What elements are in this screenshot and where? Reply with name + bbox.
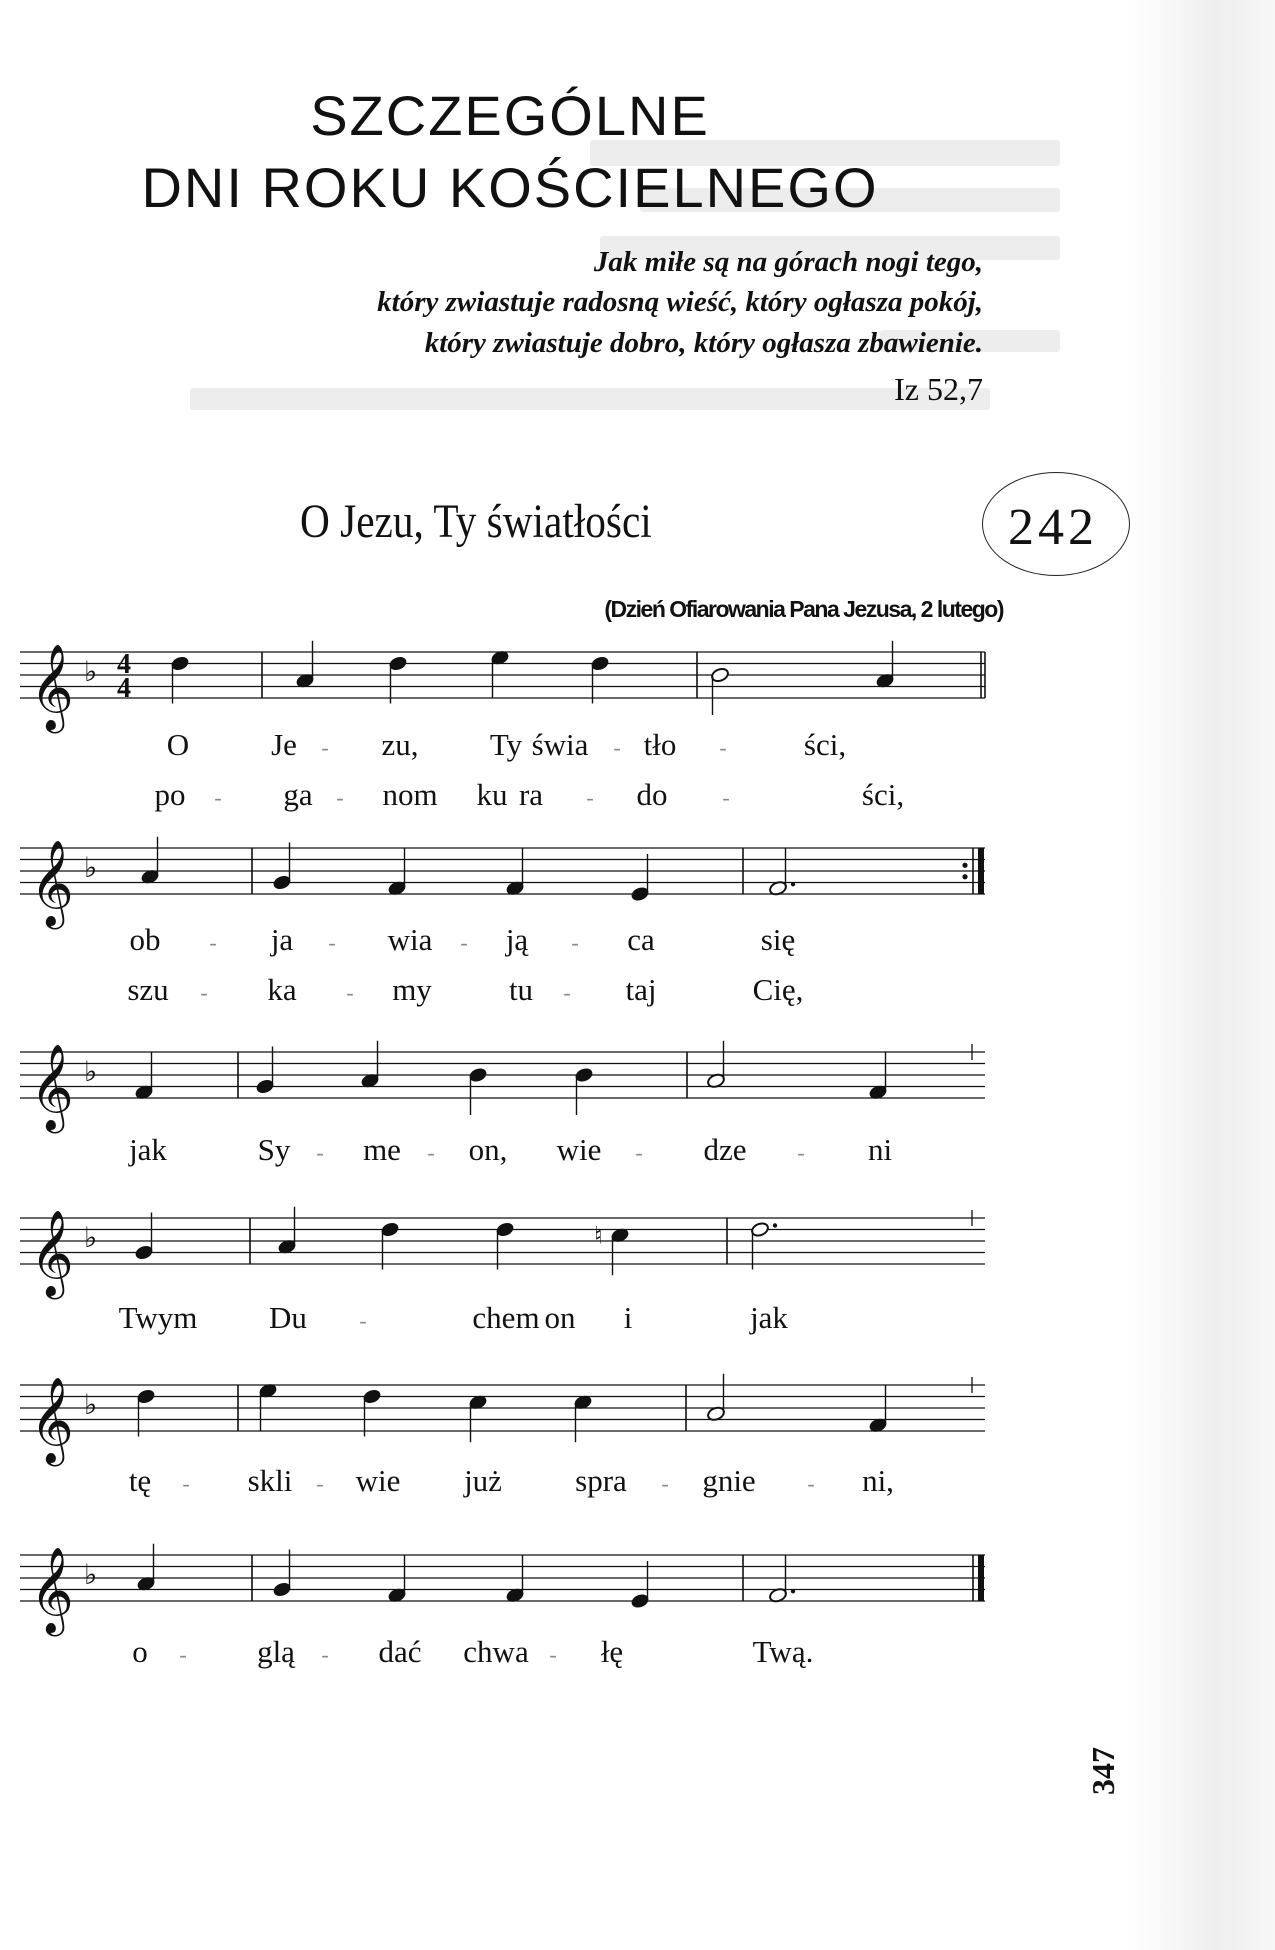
- lyric-hyphen: -: [200, 980, 208, 1005]
- treble-clef: 𝄞: [30, 1210, 74, 1296]
- lyric-syllable: ni,: [862, 1463, 894, 1498]
- epigraph-line: który zwiastuje radosną wieść, który ogłasza pokój,: [377, 286, 983, 318]
- lyric-hyphen: -: [214, 785, 222, 810]
- lyric-hyphen: -: [316, 1471, 324, 1496]
- lyric-syllable: Sy: [257, 1132, 291, 1167]
- lyric-syllable: skli: [247, 1463, 293, 1498]
- lyric-syllable: ją: [505, 922, 529, 957]
- lyric-syllable: tu: [508, 972, 534, 1007]
- lyric-hyphen: -: [427, 1140, 435, 1165]
- lyric-syllable: tę: [128, 1463, 152, 1498]
- song-title: O Jezu, Ty światłości: [300, 495, 652, 548]
- lyric-hyphen: -: [586, 785, 594, 810]
- quarter-note-head: [630, 1593, 649, 1610]
- lyric-syllable: ści,: [803, 727, 847, 762]
- lyric-hyphen: -: [209, 930, 217, 955]
- lyric-syllable: spra: [575, 1463, 627, 1498]
- augmentation-dot: [791, 1589, 795, 1593]
- lyric-syllable: jak: [129, 1132, 167, 1167]
- quarter-note-head: [362, 1388, 381, 1405]
- lyric-syllable: Cię,: [752, 972, 804, 1007]
- lyric-syllable: po: [154, 777, 186, 812]
- lyric-syllable: chwa: [463, 1634, 529, 1669]
- lyric-syllable: do: [636, 777, 668, 812]
- epigraph-line: Jak miłe są na górach nogi tego,: [593, 246, 983, 278]
- lyric-syllable: tło: [643, 727, 677, 762]
- lyric-syllable: i: [623, 1300, 633, 1335]
- epigraph-line: który zwiastuje dobro, który ogłasza zbawienie.: [424, 327, 983, 359]
- treble-clef: 𝄞: [30, 1377, 74, 1463]
- lyric-hyphen: -: [179, 1642, 187, 1667]
- lyric-syllable: świa: [531, 727, 589, 762]
- quarter-note-head: [495, 1221, 514, 1238]
- lyric-syllable: chem: [472, 1300, 540, 1335]
- lyric-hyphen: -: [571, 930, 579, 955]
- lyric-hyphen: -: [321, 735, 329, 760]
- song-occasion: (Dzień Ofiarowania Pana Jezusa, 2 lutego): [604, 596, 1003, 622]
- lyric-syllable: dze: [703, 1132, 747, 1167]
- flat-key-signature: ♭: [84, 655, 98, 688]
- quarter-note-head: [388, 655, 407, 672]
- treble-clef: 𝄞: [30, 1044, 74, 1130]
- lyric-hyphen: -: [359, 1308, 367, 1333]
- lyric-syllable: my: [392, 972, 432, 1007]
- treble-clef: 𝄞: [30, 1547, 74, 1633]
- lyric-hyphen: -: [549, 1642, 557, 1667]
- lyric-syllable: Twą.: [752, 1634, 814, 1669]
- quarter-note-head: [134, 1244, 153, 1261]
- quarter-note-head: [468, 1067, 487, 1084]
- lyric-hyphen: -: [346, 980, 354, 1005]
- lyric-syllable: on,: [468, 1132, 508, 1167]
- section-title-line1: SZCZEGÓLNE: [310, 84, 710, 147]
- lyric-syllable: Je: [271, 727, 297, 762]
- lyric-syllable: ni: [867, 1132, 893, 1167]
- lyric-hyphen: -: [563, 980, 571, 1005]
- repeat-thick-bar: [978, 848, 984, 894]
- augmentation-dot: [773, 1223, 777, 1227]
- lyric-syllable: już: [464, 1463, 502, 1498]
- lyric-syllable: łę: [600, 1634, 624, 1669]
- epigraph-reference: Iz 52,7: [894, 371, 983, 407]
- flat-key-signature: ♭: [84, 851, 98, 884]
- lyric-hyphen: -: [635, 1140, 643, 1165]
- lyric-syllable: wia: [387, 922, 433, 957]
- final-thick-bar: [978, 1555, 984, 1601]
- quarter-note-head: [272, 874, 291, 891]
- half-note-head: [750, 1221, 769, 1238]
- quarter-note-head: [574, 1067, 593, 1084]
- flat-key-signature: ♭: [84, 1558, 98, 1591]
- lyric-hyphen: -: [316, 1140, 324, 1165]
- lyric-hyphen: -: [328, 930, 336, 955]
- time-signature-denominator: 4: [117, 673, 131, 704]
- section-title-line2: DNI ROKU KOŚCIELNEGO: [141, 156, 879, 219]
- flat-key-signature: ♭: [84, 1221, 98, 1254]
- lyric-hyphen: -: [797, 1140, 805, 1165]
- lyric-syllable: Du: [269, 1300, 307, 1335]
- lyric-syllable: gnie: [702, 1463, 756, 1498]
- lyric-syllable: ra: [518, 777, 544, 812]
- treble-clef: 𝄞: [30, 644, 74, 730]
- lyric-syllable: dać: [378, 1634, 422, 1669]
- song-number: 242: [1008, 499, 1098, 556]
- lyric-syllable: O: [166, 727, 190, 762]
- lyric-syllable: szu: [127, 972, 169, 1007]
- lyric-syllable: on: [544, 1300, 576, 1335]
- lyric-syllable: ca: [627, 922, 655, 957]
- lyric-syllable: Twym: [118, 1300, 198, 1335]
- quarter-note-head: [590, 655, 609, 672]
- lyric-syllable: ga: [283, 777, 313, 812]
- lyric-hyphen: -: [321, 1642, 329, 1667]
- flat-key-signature: ♭: [84, 1388, 98, 1421]
- lyric-syllable: ja: [270, 922, 294, 957]
- augmentation-dot: [791, 882, 795, 886]
- lyric-hyphen: -: [336, 785, 344, 810]
- quarter-note-head: [630, 886, 649, 903]
- quarter-note-head: [136, 1388, 155, 1405]
- lyric-syllable: się: [760, 922, 796, 957]
- lyric-hyphen: -: [460, 930, 468, 955]
- flat-key-signature: ♭: [84, 1055, 98, 1088]
- lyric-syllable: wie: [355, 1463, 401, 1498]
- lyric-syllable: jak: [750, 1300, 788, 1335]
- lyric-syllable: o: [132, 1634, 148, 1669]
- lyric-hyphen: -: [722, 785, 730, 810]
- repeat-dot: [962, 863, 967, 868]
- lyric-syllable: ob: [129, 922, 161, 957]
- lyric-syllable: wie: [556, 1132, 602, 1167]
- lyric-syllable: taj: [625, 972, 657, 1007]
- lyric-hyphen: -: [719, 735, 727, 760]
- half-note-head: [710, 667, 729, 684]
- lyric-syllable: me: [363, 1132, 401, 1167]
- quarter-note-head: [272, 1581, 291, 1598]
- lyric-syllable: ku: [476, 777, 508, 812]
- lyric-hyphen: -: [182, 1471, 190, 1496]
- lyric-hyphen: -: [613, 735, 621, 760]
- quarter-note-head: [380, 1221, 399, 1238]
- time-signature-numerator: 4: [117, 649, 131, 680]
- lyric-syllable: nom: [382, 777, 438, 812]
- lyric-syllable: ka: [267, 972, 297, 1007]
- lyric-hyphen: -: [661, 1471, 669, 1496]
- repeat-dot: [962, 874, 967, 879]
- treble-clef: 𝄞: [30, 840, 74, 926]
- lyric-syllable: Ty: [489, 727, 523, 762]
- natural-accidental: ♮: [594, 1221, 603, 1250]
- lyric-syllable: glą: [257, 1634, 295, 1669]
- quarter-note-head: [170, 655, 189, 672]
- lyric-syllable: ści,: [861, 777, 905, 812]
- page-number: 347: [1085, 1747, 1121, 1795]
- quarter-note-head: [255, 1078, 274, 1095]
- lyric-hyphen: -: [807, 1471, 815, 1496]
- lyric-syllable: zu,: [381, 727, 419, 762]
